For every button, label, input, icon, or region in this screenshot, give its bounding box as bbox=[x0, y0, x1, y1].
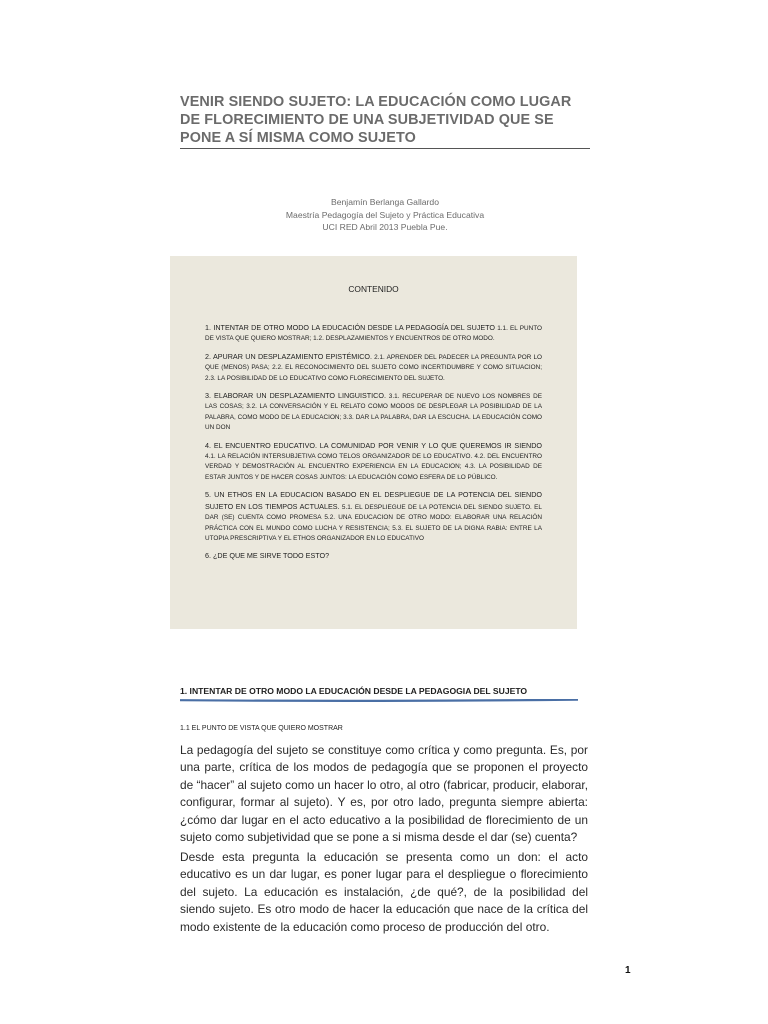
subsection-heading: 1.1 EL PUNTO DE VISTA QUE QUIERO MOSTRAR bbox=[180, 725, 343, 732]
table-of-contents bbox=[170, 256, 577, 629]
contents-item-detail: 5.1. EL DESPLIEGUE DE LA POTENCIA DEL SIENDO SUJETO. EL DAR (SE) CUENTA COMO PROMESA 5.2. UNA EDUCACION DE OTRO MODO: ELABORAR UNA RELACIÓN PRÁCTICA CON EL MUNDO COMO LUCHA Y RESISTENCIA; 5.3. EL SUJETO DE LA DIGNA RABIA: ENTRE LA UTOPIA PRESCRIPTIVA Y EL ETHOS ORGANIZADOR EN LO EDUCATIVO bbox=[205, 503, 542, 542]
contents-item-lead: 4. EL ENCUENTRO EDUCATIVO. LA COMUNIDAD POR VENIR Y LO QUE QUEREMOS IR SIENDO bbox=[205, 440, 542, 450]
contents-item-detail: 1.1. EL PUNTO DE VISTA QUE QUIERO MOSTRAR; 1.2. DESPLAZAMIENTOS Y ENCUENTROS DE OTRO MODO. bbox=[205, 325, 542, 343]
contents-item bbox=[205, 441, 542, 484]
contents-item-lead: 2. APURAR UN DESPLAZAMIENTO EPISTÉMICO. bbox=[205, 351, 373, 361]
body-paragraph: Desde esta pregunta la educación se presenta como un don: el acto educativo es un dar lugar, es poner lugar para el despliegue o florecimiento del sujeto. La educación es instalación, ¿de qué?, de la posibilidad del siendo sujeto. Es otro modo de hacer la educación que nace de la crítica del modo existente de la educación como proceso de producción del otro. bbox=[180, 850, 588, 934]
section-divider bbox=[180, 699, 578, 702]
contents-item-detail: 2.1. APRENDER DEL PADECER LA PREGUNTA POR LO QUE (MENOS) PASA; 2.2. EL RECONOCIMIENTO DEL SUJETO COMO INCERTIDUMBRE Y COMO SITUACION; 2.3. LA POSIBILIDAD DE LO EDUCATIVO COMO FLORECIMIENTO DEL SUJETO. bbox=[205, 353, 542, 382]
section-heading: 1. INTENTAR DE OTRO MODO LA EDUCACIÓN DESDE LA PEDAGOGIA DEL SUJETO bbox=[180, 686, 528, 696]
contents-heading: CONTENIDO bbox=[348, 284, 399, 294]
contents-item-lead: 5. UN ETHOS EN LA EDUCACION BASADO EN EL DESPLIEGUE DE LA POTENCIA DEL SIENDO SUJETO EN LOS TIEMPOS ACTUALES. bbox=[205, 490, 542, 511]
contents-item bbox=[205, 391, 542, 434]
document-title: VENIR SIENDO SUJETO: LA EDUCACIÓN COMO LUGAR DE FLORECIMIENTO DE UNA SUBJETIVIDAD QUE SE PONE A SÍ MISMA COMO SUJETO bbox=[180, 94, 572, 146]
contents-item-lead: 6. ¿DE QUE ME SIRVE TODO ESTO? bbox=[205, 551, 330, 561]
contents-item bbox=[205, 352, 542, 384]
contents-item bbox=[205, 323, 542, 345]
contents-item bbox=[205, 551, 542, 562]
contents-list bbox=[205, 323, 542, 570]
contents-item-lead: 3. ELABORAR UN DESPLAZAMIENTO LINGUISTICO. bbox=[205, 391, 386, 401]
contents-item-lead: 1. INTENTAR DE OTRO MODO LA EDUCACIÓN DESDE LA PEDAGOGÍA DEL SUJETO bbox=[205, 323, 496, 332]
page-number: 1 bbox=[625, 965, 631, 976]
contents-item bbox=[205, 490, 542, 544]
author-block bbox=[180, 196, 590, 234]
contents-item-detail: 4.1. LA RELACIÓN INTERSUBJETIVA COMO TELOS ORGANIZADOR DE LO EDUCATIVO. 4.2. DEL ENCUENTRO VERDAD Y DEMOSTRACIÓN AL ENCUENTRO EXPERIENCIA EN LA EDUCACION; 4.3. LA POSIBILIDAD DE ESTAR JUNTOS Y DE HACER COSAS JUNTOS: LA EDUCACIÓN COMO ESFERA DE LO PÚBLICO. bbox=[205, 453, 542, 481]
body-paragraph: La pedagogía del sujeto se constituye como crítica y como pregunta. Es, por una parte, crítica de los modos de pedagogía que se proponen el proyecto de “hacer” al sujeto como un hacer lo otro, al otro (fabricar, producir, elaborar, configurar, formar al sujeto). Y es, por otro lado, pregunta siempre abierta: ¿cómo dar lugar en el acto educativo a la posibilidad de florecimiento de un sujeto como subjetividad que se pone a si misma desde el dar (se) cuenta? bbox=[180, 743, 588, 845]
program-name: Maestría Pedagogía del Sujeto y Práctica Educativa bbox=[285, 209, 485, 220]
affiliation-date: UCI RED Abril 2013 Puebla Pue. bbox=[322, 222, 448, 232]
title-divider bbox=[180, 148, 590, 149]
contents-item-detail: 3.1. RECUPERAR DE NUEVO LOS NOMBRES DE LAS COSAS; 3.2. LA CONVERSACIÓN Y EL RELATO COMO MODOS DE DESPLEGAR LA POSIBILIDAD DE LA PALABRA, COMO MODO DE LA EDUCACION; 3.3. DAR LA PALABRA, DAR LA ESCUCHA. LA EDUCACIÓN COMO UN DON bbox=[205, 393, 542, 432]
author-name: Benjamín Berlanga Gallardo bbox=[331, 197, 439, 207]
